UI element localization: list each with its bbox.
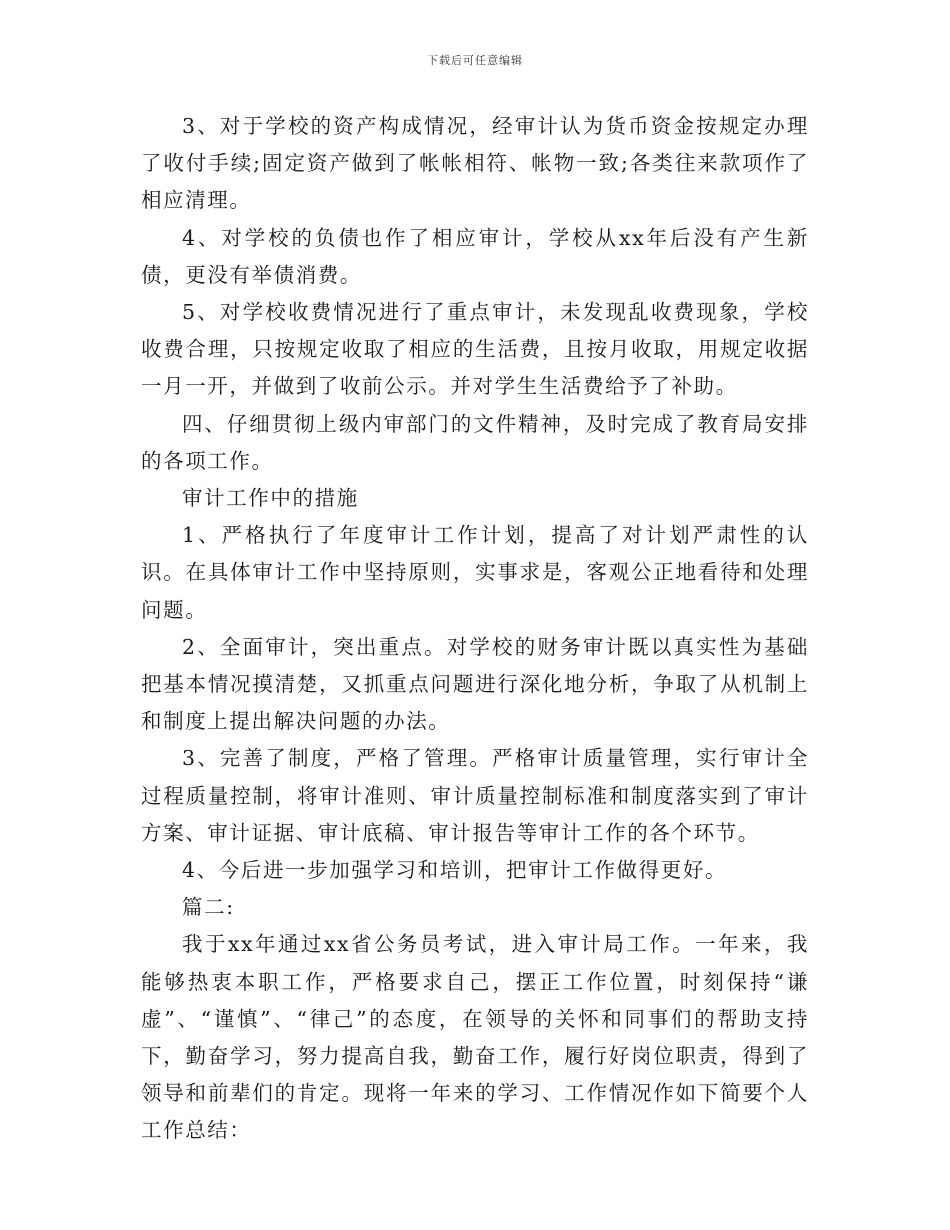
section-heading-measures: 审计工作中的措施	[182, 486, 359, 511]
paragraph-measure-1: 1、严格执行了年度审计工作计划，提高了对计划严肃性的认识。在具体审计工作中坚持原则，实事求是，客观公正地看待和处理问题。	[141, 523, 809, 622]
paragraph-section-four: 四、仔细贯彻上级内审部门的文件精神，及时完成了教育局安排的各项工作。	[141, 411, 809, 473]
paragraph-measure-2: 2、全面审计，突出重点。对学校的财务审计既以真实性为基础把基本情况摸清楚，又抓重点问题进行深化地分析，争取了从机制上和制度上提出解决问题的办法。	[141, 634, 809, 734]
page-header: 下载后可任意编辑	[427, 54, 523, 67]
document-body	[141, 108, 809, 1150]
paragraph-assets: 3、对于学校的资产构成情况，经审计认为货币资金按规定办理了收付手续;固定资产做到了帐帐相符、帐物一致;各类往来款项作了相应清理。	[141, 114, 809, 213]
paragraph-measure-3: 3、完善了制度，严格了管理。严格审计质量管理，实行审计全过程质量控制，将审计准则、审计质量控制标准和制度落实到了审计方案、审计证据、审计底稿、审计报告等审计工作的各个环节。	[141, 746, 809, 845]
paragraph-measure-4: 4、今后进一步加强学习和培训，把审计工作做得更好。	[182, 858, 728, 883]
paragraph-fees: 5、对学校收费情况进行了重点审计，未发现乱收费现象，学校收费合理，只按规定收取了相应的生活费，且按月收取，用规定收据一月一开，并做到了收前公示。并对学生生活费给予了补助。	[141, 300, 809, 399]
section-heading-part-two: 篇二:	[182, 895, 235, 920]
paragraph-part-two-intro: 我于xx年通过xx省公务员考试，进入审计局工作。一年来，我能够热衷本职工作，严格要求自己，摆正工作位置，时刻保持“谦虚”、“谨慎”、“律己”的态度，在领导的关怀和同事们的帮助支持下，勤奋学习，努力提高自我，勤奋工作，履行好岗位职责，得到了领导和前辈们的肯定。现将一年来的学习、工作情况作如下简要个人工作总结：	[141, 932, 809, 1143]
paragraph-liabilities: 4、对学校的负债也作了相应审计，学校从xx年后没有产生新债，更没有举债消费。	[141, 225, 809, 287]
